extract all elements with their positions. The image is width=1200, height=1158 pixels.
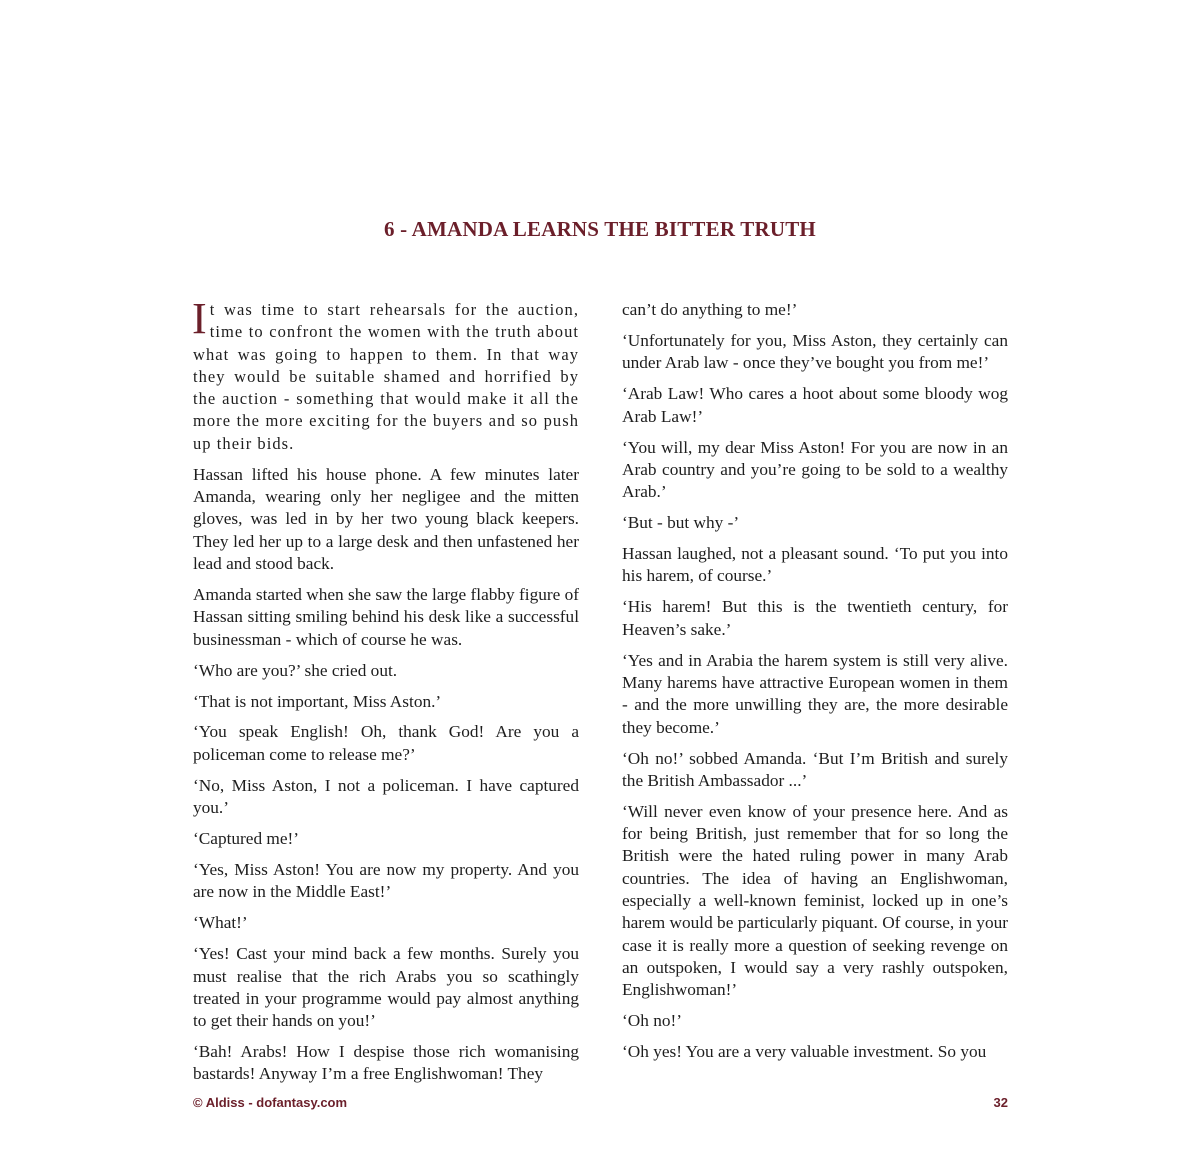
paragraph: ‘You speak English! Oh, thank God! Are you a policeman come to release me?’ [193,722,579,764]
paragraph: ‘Unfortunately for you, Miss Aston, they certainly can under Arab law - once they’ve bought you from me!’ [622,330,1008,373]
paragraph: ‘But - but why -’ [622,513,740,533]
drop-cap: I [192,294,208,343]
paragraph: ‘What!’ [193,913,248,933]
page-number: 32 [993,1095,1008,1110]
paragraph: ‘No, Miss Aston, I not a policeman. I have captured you.’ [193,775,579,818]
paragraph: ‘His harem! But this is the twentieth century, for Heaven’s sake.’ [622,597,1008,639]
paragraph: ‘Oh no!’ [622,1011,682,1031]
paragraph: ‘Arab Law! Who cares a hoot about some bloody wog Arab Law!’ [622,384,1008,426]
paragraph: ‘Will never even know of your presence here. And as for being British, just remember that for so long the British were the hated ruling power in many Arab countries. The idea of having an Englishwoman, especially a well-known feminist, locked up in one’s harem would be particularly piquant. Of course, in your case it is really more a question of seeking revenge on an outspoken, I would say a very rashly outspoken, Englishwoman!’ [622,801,1008,1000]
chapter-title: 6 - AMANDA LEARNS THE BITTER TRUTH [384,217,816,241]
paragraph: ‘Yes and in Arabia the harem system is still very alive. Many harems have attractive European women in them - and the more unwilling they are, the more desirable they become.’ [622,650,1008,737]
opening-paragraph-text: t was time to start rehearsals for the auction, time to confront the women with the truth about what was going to happen to them. In that way they would be suitable shamed and horrified by the auction - something that would make it all the more the more exciting for the buyers and so push up their bids. [193,300,579,453]
opening-paragraph [192,294,579,455]
paragraph: ‘Captured me!’ [193,829,300,849]
paragraph: Amanda started when she saw the large flabby figure of Hassan sitting smiling behind his desk like a successful businessman - which of course he was. [193,584,579,649]
paragraph: ‘Who are you?’ she cried out. [193,660,398,680]
paragraph: ‘You will, my dear Miss Aston! For you are now in an Arab country and you’re going to be sold to a wealthy Arab.’ [622,437,1008,502]
paragraph: ‘Yes, Miss Aston! You are now my property. And you are now in the Middle East!’ [193,860,579,902]
paragraph: Hassan laughed, not a pleasant sound. ‘To put you into his harem, of course.’ [622,544,1008,586]
paragraph: ‘Bah! Arabs! How I despise those rich womanising bastards! Anyway I’m a free Englishwoman! They [193,1042,579,1084]
paragraph: ‘Oh no!’ sobbed Amanda. ‘But I’m British and surely the British Ambassador ...’ [622,748,1008,790]
paragraph: ‘Oh yes! You are a very valuable investment. So you [622,1042,987,1062]
paragraph: ‘Yes! Cast your mind back a few months. Surely you must realise that the rich Arabs you so scathingly treated in your programme would pay almost anything to get their hands on you!’ [193,944,579,1031]
paragraph: ‘That is not important, Miss Aston.’ [193,691,442,711]
paragraph: can’t do anything to me!’ [622,300,798,319]
left-text-column [192,294,579,1094]
right-text-column [622,299,1008,1072]
footer-copyright: © Aldiss - dofantasy.com [193,1095,348,1110]
paragraph: Hassan lifted his house phone. A few minutes later Amanda, wearing only her negligee and the mitten gloves, was led in by her two young black keepers. They led her up to a large desk and then unfastened her lead and stood back. [193,464,579,573]
